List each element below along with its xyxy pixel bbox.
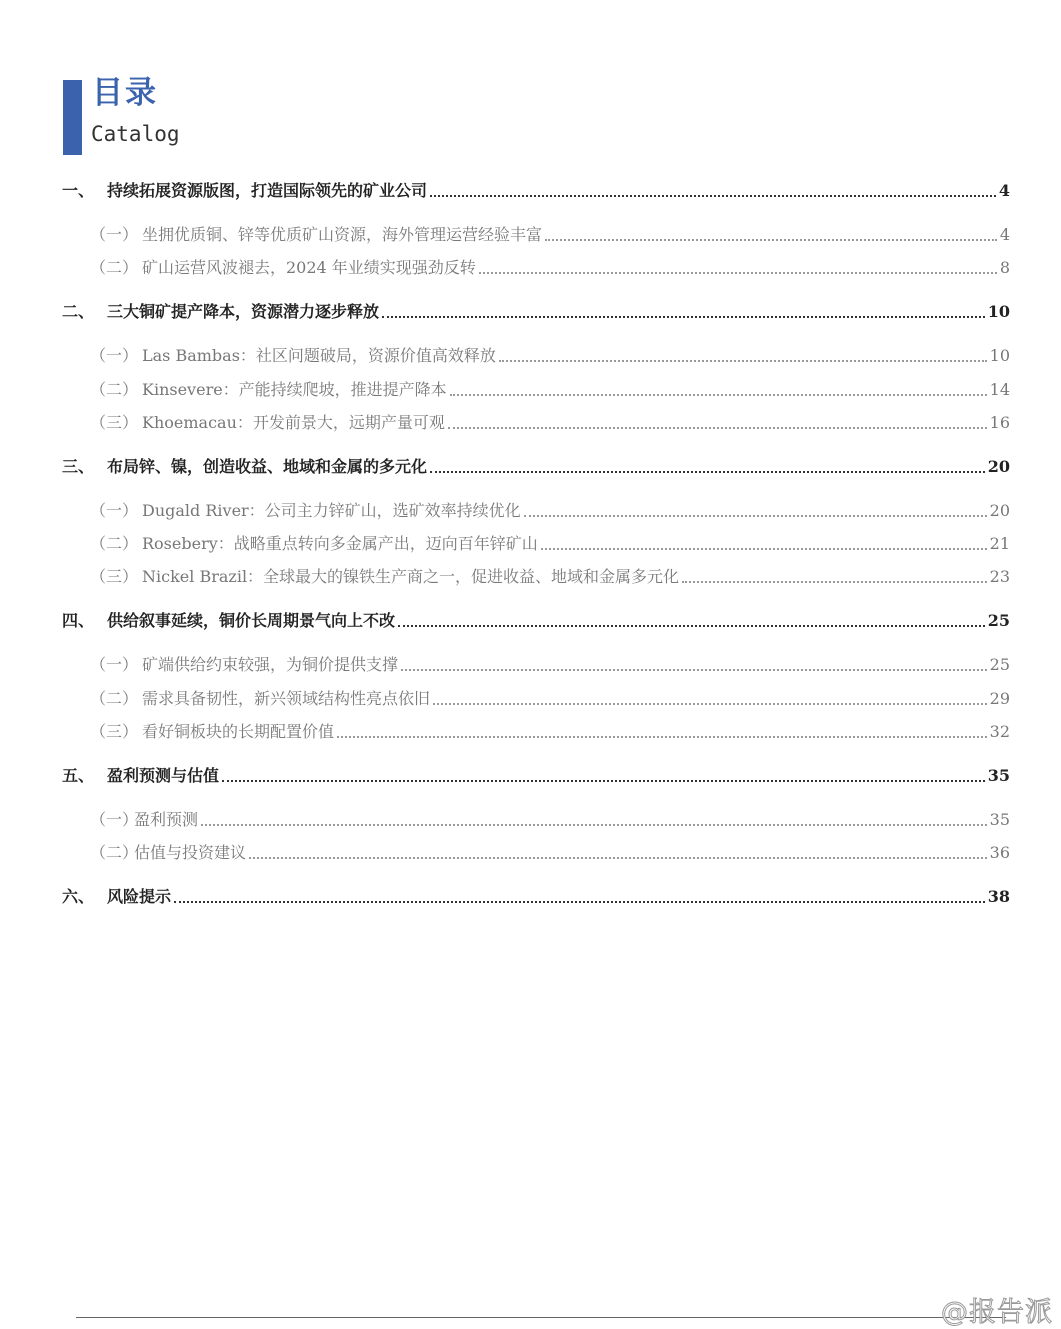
toc-page-number: 35 xyxy=(987,766,1010,785)
toc-dot-leader xyxy=(499,360,987,362)
toc-section-entry[interactable] xyxy=(90,410,1010,436)
toc-dot-leader xyxy=(524,515,987,517)
toc-page-number: 29 xyxy=(989,689,1010,708)
toc-dot-leader xyxy=(450,394,987,396)
toc-page-number: 10 xyxy=(989,346,1010,365)
toc-page-number: 16 xyxy=(989,413,1010,432)
toc-entry-number: （一） xyxy=(90,810,139,829)
toc-page-number: 25 xyxy=(987,611,1010,630)
toc-page-number: 36 xyxy=(989,843,1010,862)
toc-entry-title: Khoemacau：开发前景大，远期产量可观 xyxy=(142,413,445,432)
toc-entry-title: Dugald River：公司主力锌矿山，选矿效率持续优化 xyxy=(142,501,521,520)
toc-dot-leader xyxy=(682,581,987,583)
toc-dot-leader xyxy=(337,736,987,738)
toc-entry-number: （三） xyxy=(90,567,139,586)
toc-entry-title: 估值与投资建议 xyxy=(134,843,247,862)
toc-entry-title: 需求具备韧性，新兴领域结构性亮点依旧 xyxy=(142,689,431,708)
toc-entry-number: （二） xyxy=(90,689,139,708)
toc-page-number: 25 xyxy=(989,655,1010,674)
toc-entry-number: 二、 xyxy=(62,302,95,321)
toc-dot-leader xyxy=(249,857,987,859)
toc-dot-leader xyxy=(398,625,985,627)
page-title: 目录 xyxy=(92,75,158,111)
toc-entry-number: （一） xyxy=(90,225,139,244)
toc-entry-number: 一、 xyxy=(62,181,95,200)
toc-entry-number: （二） xyxy=(90,534,139,553)
toc-entry-title: Nickel Brazil：全球最大的镍铁生产商之一，促进收益、地域和金属多元化 xyxy=(142,567,680,586)
toc-dot-leader xyxy=(479,272,997,274)
toc-page-number: 23 xyxy=(989,567,1010,586)
toc-dot-leader xyxy=(430,195,996,197)
toc-dot-leader xyxy=(545,239,997,241)
toc-entry-title: 矿山运营风波褪去，2024 年业绩实现强劲反转 xyxy=(142,258,476,277)
toc-dot-leader xyxy=(222,780,985,782)
toc-chapter-entry[interactable] xyxy=(62,608,1010,634)
toc-entry-number: （一） xyxy=(90,655,139,674)
toc-entry-title: 盈利预测 xyxy=(134,810,199,829)
toc-entry-number: 三、 xyxy=(62,457,95,476)
toc-entry-title: 供给叙事延续，铜价长周期景气向上不改 xyxy=(107,611,396,630)
toc-page-number: 14 xyxy=(989,380,1010,399)
toc-dot-leader xyxy=(382,316,985,318)
toc-entry-number: 四、 xyxy=(62,611,95,630)
toc-entry-title: Rosebery：战略重点转向多金属产出，迈向百年锌矿山 xyxy=(142,534,538,553)
toc-dot-leader xyxy=(430,471,985,473)
toc-section-entry[interactable] xyxy=(90,564,1010,590)
toc-entry-title: Kinsevere：产能持续爬坡，推进提产降本 xyxy=(142,380,447,399)
toc-page-number: 38 xyxy=(987,887,1010,906)
toc-section-entry[interactable] xyxy=(90,686,1010,712)
footer-divider xyxy=(76,1317,1006,1318)
toc-dot-leader xyxy=(201,824,987,826)
toc-entry-number: （三） xyxy=(90,413,139,432)
toc-page-number: 10 xyxy=(987,302,1010,321)
toc-chapter-entry[interactable] xyxy=(62,763,1010,789)
toc-entry-title: 布局锌、镍，创造收益、地域和金属的多元化 xyxy=(107,457,428,476)
toc-entry-number: （二） xyxy=(90,843,139,862)
toc-dot-leader xyxy=(448,427,987,429)
toc-section-entry[interactable] xyxy=(90,719,1010,745)
toc-section-entry[interactable] xyxy=(90,498,1010,524)
toc-entry-title: 看好铜板块的长期配置价值 xyxy=(142,722,335,741)
toc-section-entry[interactable] xyxy=(90,840,1010,866)
toc-dot-leader xyxy=(174,901,985,903)
watermark: @报告派 xyxy=(941,1297,1053,1328)
toc-entry-title: 三大铜矿提产降本，资源潜力逐步释放 xyxy=(107,302,380,321)
toc-section-entry[interactable] xyxy=(90,531,1010,557)
toc-entry-title: 盈利预测与估值 xyxy=(107,766,220,785)
toc-page-number: 20 xyxy=(989,501,1010,520)
toc-chapter-entry[interactable] xyxy=(62,178,1010,204)
toc-section-entry[interactable] xyxy=(90,343,1010,369)
toc-dot-leader xyxy=(401,669,987,671)
toc-section-entry[interactable] xyxy=(90,222,1010,248)
toc-section-entry[interactable] xyxy=(90,807,1010,833)
toc-entry-number: （三） xyxy=(90,722,139,741)
toc-dot-leader xyxy=(433,703,987,705)
toc-entry-number: （一） xyxy=(90,346,139,365)
toc-entry-number: （一） xyxy=(90,501,139,520)
toc-chapter-entry[interactable] xyxy=(62,454,1010,480)
page-subtitle: Catalog xyxy=(91,122,180,146)
toc-page-number: 4 xyxy=(999,225,1010,244)
toc-page-number: 4 xyxy=(998,181,1010,200)
toc-page-number: 35 xyxy=(989,810,1010,829)
toc-entry-title: 风险提示 xyxy=(107,887,172,906)
toc-entry-title: Las Bambas：社区问题破局，资源价值高效释放 xyxy=(142,346,496,365)
toc-entry-number: （二） xyxy=(90,380,139,399)
toc-chapter-entry[interactable] xyxy=(62,299,1010,325)
toc-page-number: 21 xyxy=(989,534,1010,553)
toc-dot-leader xyxy=(541,548,987,550)
toc-entry-number: （二） xyxy=(90,258,139,277)
toc-page-number: 32 xyxy=(989,722,1010,741)
toc-entry-title: 矿端供给约束较强，为铜价提供支撑 xyxy=(142,655,399,674)
toc-entry-title: 持续拓展资源版图，打造国际领先的矿业公司 xyxy=(107,181,428,200)
toc-entry-number: 六、 xyxy=(62,887,95,906)
toc-entry-number: 五、 xyxy=(62,766,95,785)
toc-section-entry[interactable] xyxy=(90,255,1010,281)
toc-section-entry[interactable] xyxy=(90,652,1010,678)
toc-page-number: 20 xyxy=(987,457,1010,476)
toc-entry-title: 坐拥优质铜、锌等优质矿山资源，海外管理运营经验丰富 xyxy=(142,225,543,244)
toc-chapter-entry[interactable] xyxy=(62,884,1010,910)
toc-section-entry[interactable] xyxy=(90,377,1010,403)
toc-page-number: 8 xyxy=(999,258,1010,277)
